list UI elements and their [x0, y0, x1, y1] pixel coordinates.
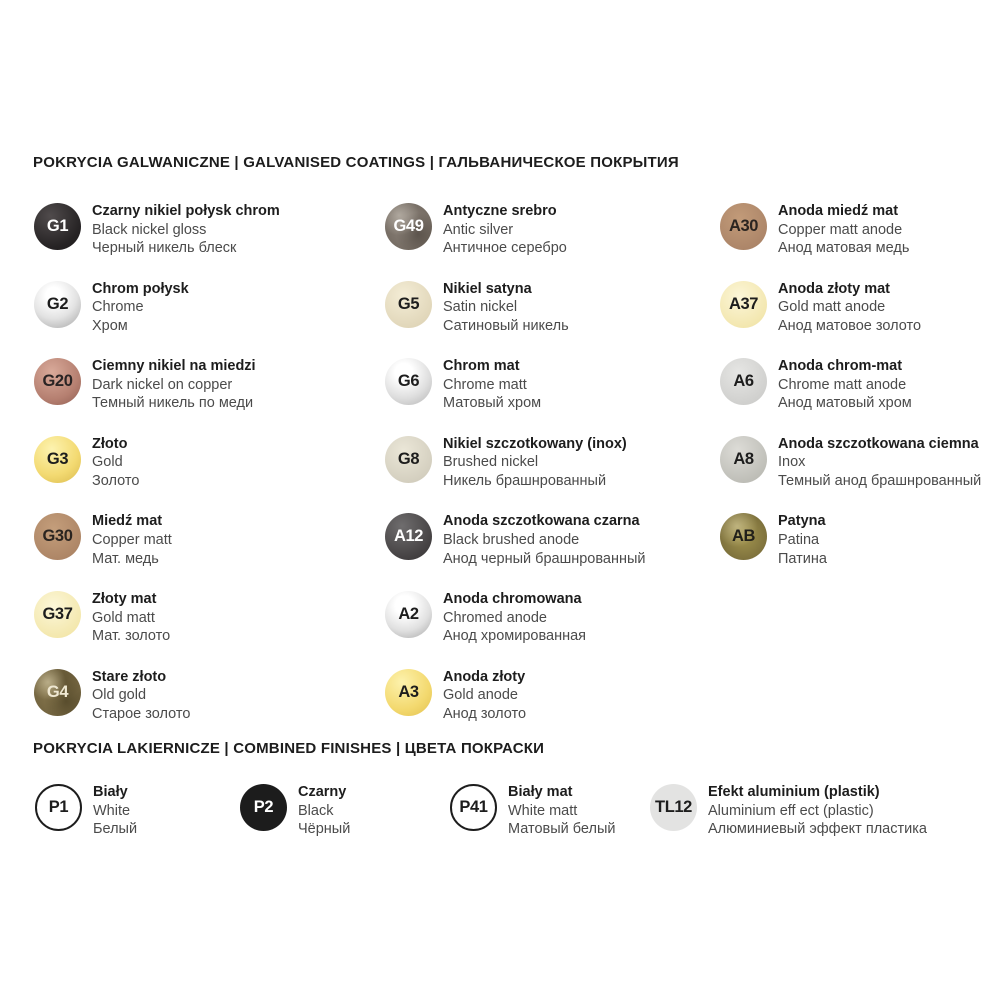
swatch-chip-g37 [34, 591, 81, 638]
swatch-code: A6 [733, 372, 754, 391]
swatch-name-en: Black nickel gloss [92, 221, 207, 238]
swatch-item-g5 [385, 279, 720, 357]
swatch-chip-g5 [385, 281, 432, 328]
swatch-code: AB [731, 527, 756, 546]
swatch-chip-g4 [34, 669, 81, 716]
swatch-name-en: Gold matt [92, 609, 155, 626]
swatch-chip-a12 [385, 513, 432, 560]
swatch-labels [778, 279, 921, 336]
swatch-name-ru: Золото [92, 472, 140, 489]
swatch-chip-g30 [34, 513, 81, 560]
swatch-item-p1 [35, 782, 137, 839]
swatch-name-pl: Anoda złoty [443, 668, 526, 685]
swatch-labels [92, 511, 172, 568]
swatch-code: A2 [398, 604, 419, 623]
swatch-code: P41 [459, 798, 488, 816]
swatch-name-pl: Czarny [298, 784, 347, 800]
swatch-name-ru: Анод хромированная [443, 628, 587, 645]
swatch-chip-tl12 [650, 784, 697, 831]
swatch-chip-g20 [34, 358, 81, 405]
swatch-name-pl: Anoda miedź mat [778, 203, 899, 219]
swatch-labels [778, 356, 912, 413]
swatch-labels [778, 511, 827, 568]
swatch-name-en: Inox [778, 454, 806, 471]
swatch-code: G8 [397, 449, 420, 468]
swatch-chip-p2 [240, 784, 287, 831]
swatch-item-g49 [385, 201, 720, 279]
swatch-name-ru: Белый [93, 821, 138, 838]
swatch-item-g1 [34, 201, 385, 279]
swatch-labels [92, 356, 256, 413]
swatch-labels [92, 279, 189, 336]
swatch-code: A30 [728, 217, 759, 235]
swatch-code: G3 [46, 449, 69, 468]
swatch-name-pl: Patyna [778, 513, 826, 530]
swatch-code: G2 [46, 294, 69, 313]
swatch-name-ru: Алюминиевый эффект пластика [708, 821, 927, 838]
swatch-name-ru: Анод матовое золото [778, 317, 922, 334]
swatch-labels [778, 434, 981, 491]
swatch-name-en: Black [298, 802, 334, 819]
swatch-code: P2 [253, 798, 274, 816]
swatch-name-pl: Biały mat [508, 784, 573, 800]
swatch-name-pl: Czarny nikiel połysk chrom [92, 203, 280, 219]
swatch-name-en: White [93, 802, 131, 819]
swatch-code: TL12 [655, 798, 692, 816]
swatch-item-g20 [34, 356, 385, 434]
swatch-name-pl: Anoda szczotkowana ciemna [778, 435, 979, 452]
swatch-chip-g2 [34, 281, 81, 328]
swatch-code: G5 [397, 294, 420, 313]
swatch-name-en: Chrome matt [443, 376, 527, 393]
swatch-item-a12 [385, 511, 720, 589]
swatch-labels [92, 589, 170, 646]
swatch-labels [778, 201, 909, 258]
swatch-chip-p1 [35, 784, 82, 831]
swatch-labels [92, 434, 139, 491]
swatch-item-ab [720, 511, 980, 589]
swatch-name-ru: Анод черный брашнрованный [443, 550, 646, 567]
swatch-chip-g6 [385, 358, 432, 405]
swatch-name-ru: Анод золото [443, 705, 527, 722]
swatch-item-p41 [450, 782, 616, 839]
swatch-name-en: Chrome matt anode [778, 376, 907, 393]
swatch-item-p2 [240, 782, 350, 839]
swatch-chip-a30 [720, 203, 767, 250]
swatch-labels [92, 201, 280, 258]
swatch-name-en: Copper matt [92, 531, 172, 548]
swatch-name-en: Black brushed anode [443, 531, 580, 548]
swatch-code: P1 [48, 798, 69, 816]
swatch-name-en: Satin nickel [443, 299, 518, 316]
swatch-name-en: Chrome [92, 299, 144, 316]
swatch-name-pl: Ciemny nikiel na miedzi [92, 358, 256, 375]
swatch-code: G6 [397, 372, 420, 391]
swatch-name-pl: Chrom mat [443, 358, 520, 375]
swatch-code: A37 [728, 294, 759, 313]
swatch-chip-g1 [34, 203, 81, 250]
swatch-code: G49 [393, 217, 424, 235]
swatch-name-en: Gold matt anode [778, 299, 886, 316]
swatch-item-g30 [34, 511, 385, 589]
swatch-name-pl: Złoto [92, 435, 128, 452]
swatch-item-a6 [720, 356, 980, 434]
swatch-labels [443, 511, 646, 568]
swatch-labels [443, 201, 567, 258]
swatch-name-en: Brushed nickel [443, 454, 539, 471]
lacquered-section-title: POKRYCIA LAKIERNICZE | COMBINED FINISHES | ЦВЕТА ПОКРАСКИ [33, 740, 545, 757]
swatch-name-pl: Chrom połysk [92, 280, 189, 297]
swatch-labels [443, 434, 627, 491]
swatch-item-tl12 [650, 782, 927, 839]
swatch-name-pl: Biały [93, 784, 128, 800]
swatch-name-ru: Патина [778, 550, 827, 567]
swatch-name-pl: Nikiel satyna [443, 280, 532, 297]
swatch-labels [92, 667, 190, 724]
swatch-code: A8 [733, 449, 754, 468]
swatch-name-ru: Черный никель блеск [92, 240, 237, 257]
swatch-name-en: Patina [778, 531, 820, 548]
swatch-name-en: Gold anode [443, 687, 518, 704]
swatch-item-a30 [720, 201, 980, 279]
swatch-name-pl: Antyczne srebro [443, 203, 557, 219]
swatch-name-ru: Сатиновый никель [443, 317, 569, 334]
swatch-name-en: Dark nickel on copper [92, 376, 233, 393]
swatch-labels [298, 782, 350, 839]
swatch-chip-a8 [720, 436, 767, 483]
swatch-name-pl: Stare złoto [92, 668, 167, 685]
swatch-name-pl: Nikiel szczotkowany (inox) [443, 435, 627, 452]
swatch-code: G37 [42, 604, 73, 623]
swatch-name-en: Aluminium eff ect (plastic) [708, 802, 874, 819]
swatch-name-pl: Anoda chromowana [443, 590, 582, 607]
swatch-labels [93, 782, 137, 839]
galvanised-swatch-grid [34, 201, 980, 744]
swatch-name-ru: Мат. медь [92, 550, 159, 567]
swatch-item-g37 [34, 589, 385, 667]
swatch-name-ru: Хром [92, 317, 128, 334]
swatch-chip-g8 [385, 436, 432, 483]
swatch-item-a37 [720, 279, 980, 357]
swatch-name-ru: Матовый хром [443, 395, 542, 412]
swatch-name-pl: Anoda szczotkowana czarna [443, 513, 640, 530]
swatch-item-a8 [720, 434, 980, 512]
swatch-name-pl: Efekt aluminium (plastik) [708, 784, 880, 800]
swatch-name-en: Antic silver [443, 221, 514, 238]
swatch-item-g4 [34, 667, 385, 745]
swatch-name-pl: Anoda chrom-mat [778, 358, 903, 375]
swatch-chip-a3 [385, 669, 432, 716]
swatch-chip-g3 [34, 436, 81, 483]
swatch-name-en: Gold [92, 454, 123, 471]
swatch-name-ru: Анод матовый хром [778, 395, 912, 412]
swatch-name-ru: Темный никель по меди [92, 395, 254, 412]
swatch-name-ru: Темный анод брашнрованный [778, 472, 982, 489]
swatch-item-g6 [385, 356, 720, 434]
swatch-name-ru: Античное серебро [443, 240, 567, 257]
swatch-name-en: Chromed anode [443, 609, 547, 626]
swatch-chip-g49 [385, 203, 432, 250]
swatch-name-ru: Мат. золото [92, 628, 171, 645]
swatch-name-ru: Матовый белый [508, 821, 616, 838]
swatch-code: G1 [46, 217, 69, 235]
swatch-chip-ab [720, 513, 767, 560]
swatch-name-ru: Старое золото [92, 705, 191, 722]
swatch-name-pl: Anoda złoty mat [778, 280, 890, 297]
swatch-name-ru: Никель брашнрованный [443, 472, 607, 489]
swatch-code: G20 [42, 372, 73, 391]
swatch-item-g8 [385, 434, 720, 512]
swatch-code: A3 [398, 682, 419, 701]
swatch-labels [443, 667, 526, 724]
swatch-item-g3 [34, 434, 385, 512]
swatch-labels [443, 356, 541, 413]
swatch-name-en: White matt [508, 802, 578, 819]
swatch-chip-a6 [720, 358, 767, 405]
swatch-code: G30 [42, 527, 73, 546]
swatch-chip-p41 [450, 784, 497, 831]
swatch-name-ru: Чёрный [298, 821, 351, 838]
swatch-item-a2 [385, 589, 720, 667]
swatch-name-ru: Анод матовая медь [778, 240, 910, 257]
swatch-name-pl: Miedź mat [92, 513, 163, 530]
swatch-code: G4 [46, 682, 69, 701]
swatch-chip-a2 [385, 591, 432, 638]
swatch-name-en: Copper matt anode [778, 221, 903, 238]
swatch-code: A12 [393, 527, 424, 546]
swatch-labels [508, 782, 616, 839]
swatch-item-a3 [385, 667, 720, 745]
galvanised-section-title: POKRYCIA GALWANICZNE | GALVANISED COATINGS | ГАЛЬВАНИЧЕСКОЕ ПОКРЫТИЯ [33, 154, 679, 171]
swatch-labels [708, 782, 927, 839]
swatch-labels [443, 279, 569, 336]
swatch-item-g2 [34, 279, 385, 357]
swatch-chip-a37 [720, 281, 767, 328]
swatch-name-pl: Złoty mat [92, 590, 157, 607]
swatch-name-en: Old gold [92, 687, 147, 704]
swatch-labels [443, 589, 586, 646]
